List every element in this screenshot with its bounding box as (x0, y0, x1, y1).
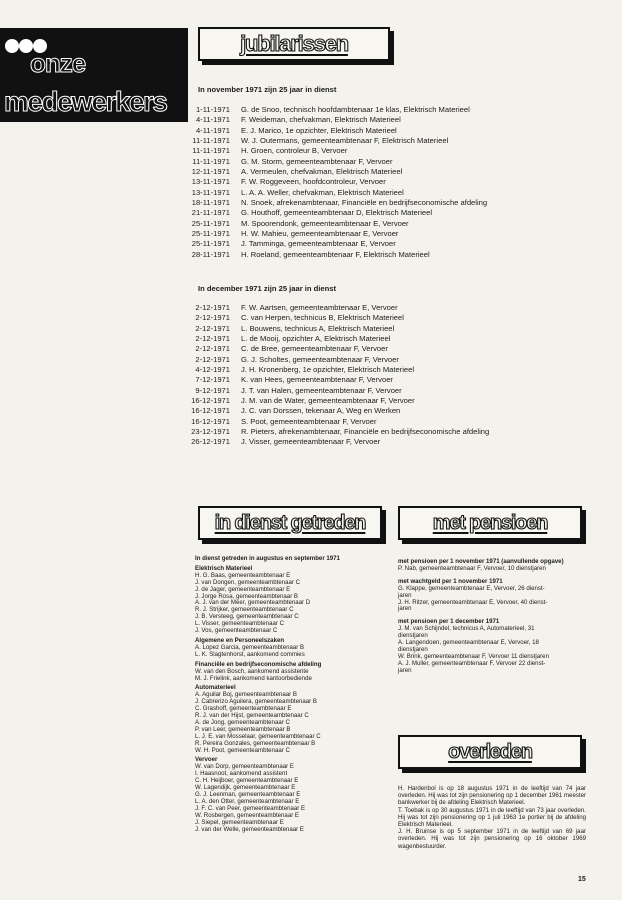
employee-line: L. A. den Otter, gemeenteambtenaar E (195, 797, 300, 805)
jubilee-text: H. Groen, controleur B, Vervoer (241, 146, 348, 156)
jubilee-text: S. Poot, gemeenteambtenaar F, Vervoer (241, 416, 377, 426)
jubilee-date: 7-12-1971 (195, 375, 230, 385)
employee-line: W. Lagendijk, gemeenteambtenaar E (195, 784, 296, 792)
jubilee-date: 13-11-1971 (191, 177, 230, 187)
jubilee-date: 2-12-1971 (195, 313, 230, 323)
employee-line: J. van Dongen, gemeenteambtenaar C (195, 578, 301, 586)
overleden-heading (398, 735, 582, 769)
jubilee-date: 26-12-1971 (191, 437, 230, 447)
employee-line: I. Haasnoot, aankomend assistent (195, 770, 288, 778)
employee-line: C. Grashoff, gemeenteambtenaar E (195, 705, 292, 713)
jubilee-date: 13-11-1971 (191, 187, 230, 197)
jubilee-text: G. Houthoff, gemeenteambtenaar D, Elektrisch Materieel (241, 208, 433, 218)
jubilee-row (170, 386, 489, 396)
pension-line: J. M. van Schijndel, technicus A, Automaterieel, 31 (398, 625, 535, 633)
jubilee-row (170, 396, 489, 406)
jubilee-row (170, 344, 489, 354)
jubilee-text: G. de Snoo, technisch hoofdambtenaar 1e klas, Elektrisch Materieel (241, 105, 470, 114)
jubilee-text: W. J. Outermans, gemeenteambtenaar F, Elektrisch Materieel (241, 136, 449, 146)
jubilee-date: 9-12-1971 (195, 385, 230, 395)
employee-line: M. J. Frielink, aankomend kantoorbediende (195, 674, 312, 682)
pension-line: J. H. Ritzer, gemeenteambtenaar E, Vervoer, 40 dienst- (398, 598, 548, 606)
department-group (195, 566, 380, 635)
jubilee-text: C. de Bree, gemeenteambtenaar F, Vervoer (241, 344, 388, 354)
jubilee-row (170, 250, 487, 260)
jubilee-date: 21-11-1971 (191, 208, 230, 218)
employee-line: R. J. Strijker, gemeenteambtenaar C (195, 606, 294, 614)
employee-line: L. K. Slagtenhorst, aankomend commies (195, 650, 305, 658)
employee-line: L. J. E. van Mosselaar, gemeenteambtenaar C (195, 732, 321, 740)
employee-line: J. de Jager, gemeenteambtenaar E (195, 585, 291, 593)
jubilee-row (170, 365, 489, 375)
department-group (195, 757, 380, 833)
employee-line: J. Cabrerizo Aguilera, gemeenteambtenaar B (195, 698, 317, 706)
jubilee-text: L. de Mooij, opzichter A, Elektrisch Materieel (241, 334, 391, 344)
met-pensioen-heading (398, 506, 582, 540)
jubilee-row (170, 355, 489, 365)
pension-line: W. Brink, gemeenteambtenaar F, Vervoer 11 dienstjaren (398, 652, 549, 660)
jubilee-row (170, 417, 489, 427)
employee-line: R. Pereira Gonzales, gemeenteambtenaar B (195, 739, 316, 747)
in-dienst-column (195, 556, 380, 833)
jubilee-text: K. van Hees, gemeenteambtenaar F, Vervoer (241, 375, 393, 385)
employee-line: R. J. van der Hijst, gemeenteambtenaar C (195, 712, 309, 720)
obituary-paragraph: H. Hardenbol is op 18 augustus 1971 in de leeftijd van 74 jaar overleden. Hij was tot zijn pensionering op 1 december 1961 meester bankwerker bij de afdeling Elektrisch Materieel. (398, 785, 586, 807)
jubilee-row (170, 334, 489, 344)
jubilee-text: F. W. Roggeveen, hoofdcontroleur, Vervoer (241, 177, 386, 187)
jubilee-text: G. M. Storm, gemeenteambtenaar F, Vervoer (241, 156, 393, 166)
department-group (195, 662, 380, 683)
employee-line: J. Vos, gemeenteambtenaar C (195, 627, 278, 635)
jubilee-text: G. J. Scholtes, gemeenteambtenaar F, Vervoer (241, 354, 399, 364)
met-pensioen-column (398, 556, 583, 675)
page-number: 15 (578, 876, 586, 883)
jubilee-date: 12-11-1971 (191, 167, 230, 177)
jubilee-row (170, 324, 489, 334)
met-pensioen-heading-text: met pensioen (432, 511, 548, 534)
pension-line: A. J. Muller, gemeenteambtenaar F, Vervoer 22 dienst- (398, 659, 546, 667)
in-dienst-heading (198, 506, 382, 540)
jubilee-text: J. H. Kronenberg, 1e opzichter, Elektrisch Materieel (241, 365, 415, 375)
jubilee-text: J. T. van Halen, gemeenteambtenaar F, Vervoer (241, 385, 402, 395)
jubilee-row (170, 239, 487, 249)
jubilee-date: 2-12-1971 (195, 344, 230, 354)
employee-line: P. van Leer, gemeenteambtenaar B (195, 725, 291, 733)
jubilee-date: 4-11-1971 (195, 115, 230, 125)
jubilee-date: 16-12-1971 (191, 396, 230, 406)
overleden-column (398, 785, 586, 850)
employee-line: L. Visser, gemeenteambtenaar C (195, 620, 284, 628)
employee-line: J. Siepel, gemeenteambtenaar E (195, 818, 284, 826)
pension-line: A. Langendoen, gemeenteambtenaar E, Vervoer, 18 (398, 639, 539, 647)
department-name-text: Financiële en bedrijfseconomische afdeling (195, 660, 322, 668)
department-group (195, 638, 380, 659)
jubilee-date: 11-11-1971 (192, 156, 230, 166)
obituary-paragraph: J. H. Bruinse is op 5 september 1971 in de leeftijd van 69 jaar overleden. Hij was tot zijn pensionering op 16 oktober 1969 wagenbestuurder. (398, 828, 586, 850)
jubilee-row (170, 177, 487, 187)
department-name-text: Vervoer (195, 756, 218, 764)
jubilee-text: E. J. Marico, 1e opzichter, Elektrisch Materieel (241, 125, 397, 135)
jubilee-date: 23-12-1971 (191, 427, 230, 437)
obituary-paragraph: T. Toebak is op 30 augustus 1971 in de leeftijd van 73 jaar overleden. Hij was tot zijn pensionering op 1 juli 1963 1e portier bij de afdeling Elektrisch Materieel. (398, 806, 586, 829)
employee-line: J. Jorge Rosa, gemeenteambtenaar B (195, 592, 298, 600)
jubilee-row (170, 208, 487, 218)
pension-line: dienstjaren (398, 632, 428, 640)
department-name-text: Elektrisch Materieel (195, 564, 253, 572)
employee-line: G. J. Leenman, gemeenteambtenaar E (195, 791, 301, 798)
jubilee-row (170, 313, 489, 323)
jubilee-date: 25-11-1971 (191, 239, 230, 249)
jubilee-date: 2-12-1971 (195, 334, 230, 344)
december-list (170, 303, 489, 448)
in-dienst-heading-text: in dienst getreden (214, 511, 366, 534)
pension-block (398, 619, 583, 674)
pension-block (398, 579, 583, 614)
jubilee-text: F. W. Aartsen, gemeenteambtenaar E, Vervoer (241, 303, 398, 312)
employee-line: J. van der Welle, gemeenteambtenaar E (195, 825, 304, 833)
jubilarissen-heading-text: jubilarissen (240, 31, 348, 56)
jubilee-text: H. Roeland, gemeenteambtenaar F, Elektrisch Materieel (241, 249, 430, 259)
jubilee-row (170, 229, 487, 239)
in-dienst-title: In dienst getreden in augustus en september 1971 (195, 555, 340, 562)
jubilee-date: 28-11-1971 (191, 249, 230, 259)
jubilee-row (170, 167, 487, 177)
jubilee-date: 16-12-1971 (191, 406, 230, 416)
logo-line-1: onze (30, 48, 86, 78)
jubilee-text: C. van Herpen, technicus B, Elektrisch Materieel (241, 313, 404, 323)
pension-block-title-text: met pensioen per 1 december 1971 (398, 618, 500, 626)
jubilee-date: 1-11-1971 (195, 105, 230, 114)
employee-line: C. H. Heijboer, gemeenteambtenaar E (195, 777, 299, 785)
pension-line: dienstjaren (398, 645, 428, 653)
jubilee-row (170, 427, 489, 437)
pension-line: jaren (398, 666, 412, 674)
jubilee-row (170, 406, 489, 416)
jubilee-row (170, 115, 487, 125)
employee-line: A. Lopez Garcia, gemeenteambtenaar B (195, 643, 305, 651)
employee-line: A. Aguilar Boj, gemeenteambtenaar B (195, 691, 297, 699)
jubilee-text: F. Weideman, chefvakman, Elektrisch Materieel (241, 115, 401, 125)
employee-line: J. B. Versteeg, gemeenteambtenaar C (195, 613, 299, 621)
jubilee-row (170, 126, 487, 136)
department-group (195, 685, 380, 754)
logo-line-2: medewerkers (4, 86, 167, 117)
pension-block (398, 559, 583, 573)
jubilee-date: 25-11-1971 (191, 229, 230, 239)
employee-line: J. F. C. van Peer, gemeenteambtenaar E (195, 804, 306, 812)
onze-medewerkers-logo (0, 28, 188, 122)
jubilarissen-heading (198, 27, 390, 61)
jubilee-text: R. Pieters, afrekenambtenaar, Financiële en bedrijfseconomische afdeling (241, 427, 490, 437)
employee-line: W. Rosbergen, gemeenteambtenaar E (195, 811, 299, 819)
jubilee-row (170, 303, 489, 313)
november-list (170, 105, 487, 260)
jubilee-date: 4-12-1971 (195, 365, 230, 375)
jubilee-row (170, 375, 489, 385)
pension-line: jaren (398, 605, 412, 613)
pension-line: jaren (398, 591, 412, 599)
jubilee-text: L. A. A. Weller, chefvakman, Elektrisch Materieel (241, 187, 404, 197)
employee-line: H. G. Baas, gemeenteambtenaar E (195, 571, 291, 579)
department-name-text: Algemene en Personeelszaken (195, 636, 285, 644)
jubilee-text: L. Bouwens, technicus A, Elektrisch Materieel (241, 323, 395, 333)
pension-line: G. Klappe, gemeenteambtenaar E, Vervoer, 26 dienst- (398, 584, 545, 592)
pension-line: P. Nab, gemeenteambtenaar F, Vervoer, 10 dienstjaren (398, 564, 546, 572)
jubilee-row (170, 219, 487, 229)
employee-line: A. J. van der Meer, gemeenteambtenaar D (195, 599, 311, 607)
jubilee-row (170, 437, 489, 447)
pension-block-title-text: met wachtgeld per 1 november 1971 (398, 577, 503, 585)
december-title: In december 1971 zijn 25 jaar in dienst (198, 284, 337, 293)
jubilee-date: 11-11-1971 (192, 146, 230, 156)
jubilee-row (170, 198, 487, 208)
jubilee-date: 2-12-1971 (195, 354, 230, 364)
jubilee-date: 11-11-1971 (192, 136, 230, 146)
department-name-text: Automaterieel (195, 684, 236, 692)
jubilee-row (170, 188, 487, 198)
employee-line: W. van Dorp, gemeenteambtenaar E (195, 763, 294, 771)
jubilee-text: H. W. Mahieu, gemeenteambtenaar E, Vervoer (241, 229, 399, 239)
jubilee-row (170, 105, 487, 115)
jubilee-date: 4-11-1971 (195, 125, 230, 135)
jubilee-date: 16-12-1971 (191, 416, 230, 426)
in-dienst-groups (195, 566, 380, 834)
jubilee-text: J. Tamminga, gemeenteambtenaar E, Vervoer (241, 239, 396, 249)
pension-block-title-text: met pensioen per 1 november 1971 (aanvullende opgave) (398, 558, 564, 565)
jubilee-date: 18-11-1971 (191, 198, 230, 208)
jubilee-date: 2-12-1971 (195, 323, 230, 333)
jubilee-text: J. C. van Dorssen, tekenaar A, Weg en Werken (241, 406, 401, 416)
jubilee-row (170, 136, 487, 146)
employee-line: W. H. Poot, gemeenteambtenaar C (195, 746, 290, 754)
overleden-heading-text: overleden (448, 740, 532, 763)
jubilee-text: A. Vermeulen, chefvakman, Elektrisch Materieel (241, 167, 403, 177)
november-title: In november 1971 zijn 25 jaar in dienst (198, 85, 337, 94)
jubilee-text: M. Spoorendonk, gemeenteambtenaar E, Vervoer (241, 218, 409, 228)
jubilee-text: J. M. van de Water, gemeenteambtenaar F, Vervoer (241, 396, 415, 406)
employee-line: W. van den Bosch, aankomend assistente (195, 667, 309, 675)
jubilee-date: 25-11-1971 (191, 218, 230, 228)
jubilee-row (170, 146, 487, 156)
jubilee-date: 2-12-1971 (195, 303, 230, 312)
jubilee-row (170, 157, 487, 167)
employee-line: A. de Jong, gemeenteambtenaar C (195, 718, 290, 726)
jubilee-text: J. Visser, gemeenteambtenaar F, Vervoer (241, 437, 381, 447)
jubilee-text: N. Snoek, afrekenambtenaar, Financiële en bedrijfseconomische afdeling (241, 198, 488, 208)
